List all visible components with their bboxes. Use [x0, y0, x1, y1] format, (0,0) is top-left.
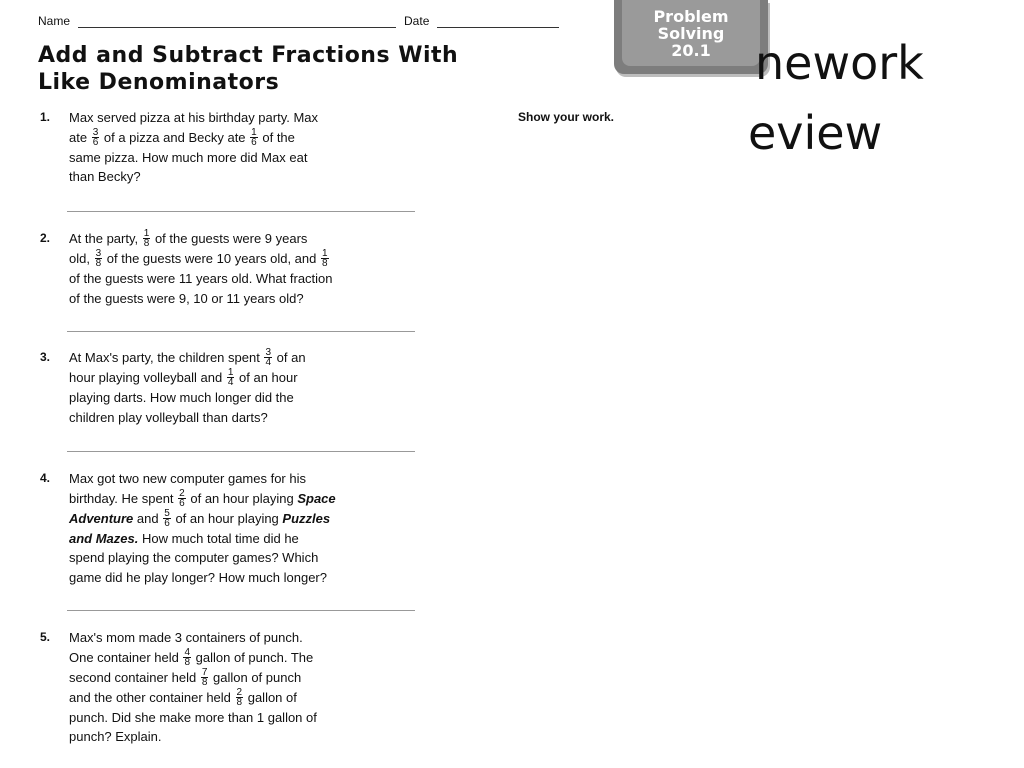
fraction: $\frac{2}{8}$: [236, 686, 243, 708]
show-your-work-label: Show your work.: [518, 110, 615, 124]
fraction: $\frac{3}{4}$: [265, 347, 272, 369]
problem-number: 2.: [40, 231, 51, 245]
problem-number: 3.: [40, 350, 51, 364]
answer-line-1: [67, 211, 415, 212]
fraction: $\frac{1}{8}$: [143, 228, 150, 250]
slide-title-line-1: nework: [755, 36, 924, 90]
problem-number: 5.: [40, 630, 51, 644]
worksheet-title: Add and Subtract Fractions With Like Denominators: [38, 43, 459, 95]
fraction: $\frac{2}{6}$: [179, 487, 185, 509]
answer-line-2: [67, 331, 415, 332]
name-date-row: [38, 14, 567, 28]
fraction: $\frac{4}{8}$: [184, 646, 191, 668]
date-line: [437, 15, 559, 28]
name-line: [78, 15, 396, 28]
problem-solving-badge: Problem Solving 20.1: [614, 0, 768, 74]
fraction: $\frac{1}{4}$: [227, 367, 234, 389]
fraction: $\frac{7}{8}$: [201, 666, 208, 688]
problem-number: 1.: [40, 110, 51, 124]
fraction: $\frac{5}{6}$: [164, 507, 170, 529]
slide-title-line-2: eview: [748, 106, 883, 160]
problem-number: 4.: [40, 471, 51, 485]
fraction: $\frac{3}{8}$: [95, 248, 102, 270]
fraction: $\frac{3}{6}$: [92, 126, 99, 148]
answer-line-3: [67, 451, 415, 452]
answer-line-4: [67, 610, 415, 611]
date-label: Date: [404, 14, 430, 28]
worksheet-image: Name Date Add and Subtract Fractions With Like Denominators Show your work. 1. Max served pizza at his birthday party. Max ate $\frac{3}{6}$ of a pizza and Becky ate $\frac{1}{6}$ of the same pizza. How much more did Max eat than Becky? 2. At the party, $\frac{1}{8}$ of the guests were 9 years old, $\frac{3}{8}$ of the guests were 10 years old, and $\frac{1}{8}$ of the guests were 11 years old. What fraction of the guests were 9, 10 or 11 years old? 3. At Max's party, the children spent $\frac{3}{4}$ of an hour playing volleyball and $\frac{1}{4}$ of an hour playing darts. How much longer did the children play volleyball than darts? 4. Max got two new computer games for his birthday. He spent $\frac{2}{6}$ of an hour playing Space Adventure and $\frac{5}{6}$ of an hour playing Puzzles and Mazes. How much total time did he spend playing the computer games? Which game did he play longer? How much longer? 5. Max's mom made 3 containers of punch. One container held $\frac{4}{8}$ gallon of punch. The second container held $\frac{7}{8}$ gallon of punch and the other container held $\frac{2}{8}$ gallon of punch. Did she make more than 1 gallon of punch? Explain.: [0, 0, 700, 768]
fraction: $\frac{1}{8}$: [321, 248, 328, 270]
name-label: Name: [38, 14, 71, 28]
fraction: $\frac{1}{6}$: [251, 126, 257, 148]
